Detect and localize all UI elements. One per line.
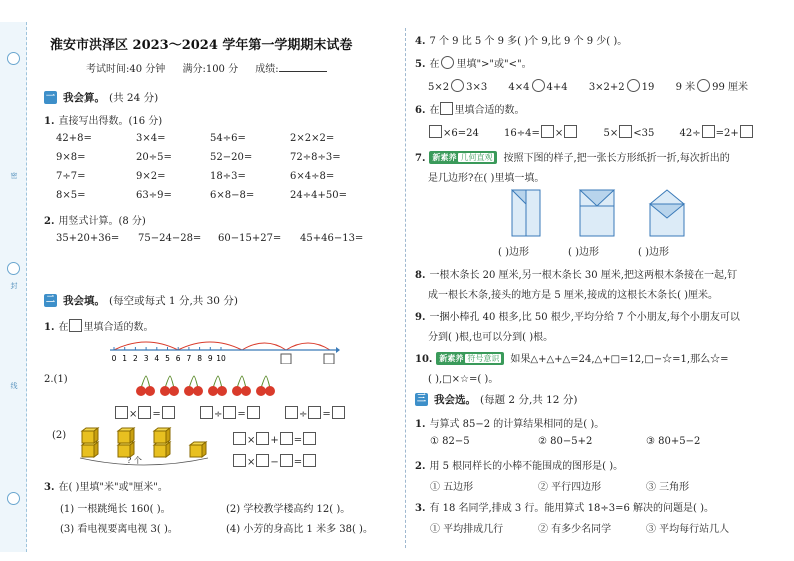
- answer-box[interactable]: [200, 406, 213, 419]
- calc-item: 24÷4+50=: [290, 190, 347, 201]
- binding-hole: [7, 492, 20, 505]
- compare-right: 99 厘米: [712, 82, 749, 93]
- q3-item: (3) 看电视要离电视 3( )。: [60, 524, 178, 535]
- answer-box[interactable]: [256, 432, 269, 445]
- question-number: 2.: [44, 216, 55, 227]
- fill-text: 42÷: [679, 128, 701, 139]
- choice-option[interactable]: ② 80−5+2: [538, 436, 593, 447]
- section-3-header: [415, 392, 577, 407]
- compare-left: 3×2+2: [588, 82, 625, 93]
- question-number: 7.: [415, 153, 426, 164]
- question-4: [415, 32, 627, 47]
- answer-circle-icon: [441, 56, 454, 69]
- choice-option[interactable]: ③ 80+5−2: [646, 436, 701, 447]
- tick-label: 2: [133, 354, 138, 363]
- compare-circle[interactable]: [532, 79, 545, 92]
- calc-item: 54÷6=: [210, 133, 246, 144]
- section-note: (每空或每式 1 分,共 30 分): [109, 295, 238, 307]
- cherries-illustration: [132, 374, 282, 398]
- section-title: 我会算。: [63, 92, 105, 104]
- question-9: [415, 308, 740, 323]
- section-title: 我会填。: [63, 295, 105, 307]
- question-number: 1.: [44, 322, 55, 333]
- question-1-1: [44, 112, 162, 127]
- cherry-icon: [232, 376, 251, 396]
- q3-item: (4) 小芳的身高比 1 米多 38( )。: [226, 524, 373, 535]
- question-number: 9.: [415, 312, 426, 323]
- question-2-2-label: 2.(1): [44, 374, 68, 385]
- arrow-icon: [336, 347, 340, 353]
- calc-item: 20÷5=: [136, 152, 172, 163]
- question-number: 5.: [415, 59, 426, 70]
- cherry-icon: [160, 376, 179, 396]
- cube-icon: [190, 442, 206, 457]
- jump-arc: [242, 343, 286, 350]
- tick-label: 9: [207, 354, 213, 363]
- answer-box[interactable]: [233, 432, 246, 445]
- calc-item: 52−20=: [210, 152, 253, 163]
- vertical-calc-item: 35+20+36=: [56, 233, 120, 244]
- binding-strip: [0, 22, 27, 552]
- question-10: [415, 350, 728, 365]
- question-text: 在: [429, 59, 440, 70]
- question-number: 1.: [415, 419, 426, 430]
- question-text: 7 个 9 比 5 个 9 多( )个 9,比 9 个 9 少( )。: [429, 36, 628, 47]
- column-divider: [405, 28, 406, 548]
- answer-box[interactable]: [162, 406, 175, 419]
- question-text: 按照下图的样子,把一张长方形纸折一折,每次折出的: [503, 153, 730, 164]
- question-text: 用竖式计算。(8 分): [58, 216, 146, 227]
- answer-box[interactable]: [256, 454, 269, 467]
- folding-paper-figures: [500, 188, 700, 240]
- question-7: [415, 149, 730, 164]
- choice-question-1: [415, 415, 604, 430]
- question-2-2-sub-label: (2): [52, 430, 67, 441]
- question-text: 如果△+△+△=24,△+□=12,□−☆=1,那么☆=: [510, 354, 729, 365]
- literacy-tag: 新素养 符号意识: [436, 352, 504, 365]
- compare-circle[interactable]: [627, 79, 640, 92]
- choice-option[interactable]: ② 平行四边形: [538, 482, 602, 493]
- answer-box[interactable]: [285, 406, 298, 419]
- calc-item: 7÷7=: [56, 171, 86, 182]
- score-blank[interactable]: [279, 61, 327, 72]
- cherry-equations: × = ÷ = ÷ =: [114, 406, 346, 420]
- side-label: 密: [10, 172, 18, 179]
- question-number: 4.: [415, 36, 426, 47]
- paper-figure-3: [650, 190, 684, 236]
- choice-option[interactable]: ③ 平均每行站几人: [646, 524, 730, 535]
- full-score: 满分:100 分: [182, 64, 239, 75]
- cube-icon: [118, 428, 134, 443]
- question-text: 在( )里填"米"或"厘米"。: [58, 482, 168, 493]
- side-label: 封: [10, 282, 18, 289]
- paper-figure-2: [580, 190, 614, 236]
- exam-time: 考试时间:40 分钟: [86, 64, 166, 75]
- question-6: [415, 101, 524, 116]
- shape-answer: ( )边形: [568, 247, 599, 258]
- number-line: [100, 330, 340, 364]
- tick-label: 10: [216, 354, 226, 363]
- fill-row: ×6=24 16÷4= × 5× <35 42÷ =2+: [428, 125, 754, 139]
- section-note: (共 24 分): [109, 92, 159, 104]
- question-7-line2: 是几边形?在( )里填一填。: [428, 173, 545, 184]
- tick-label: 6: [175, 354, 181, 363]
- question-8: [415, 266, 737, 281]
- question-number: 2.: [415, 461, 426, 472]
- choice-option[interactable]: ③ 三角形: [646, 482, 690, 493]
- compare-right: 3×3: [466, 82, 488, 93]
- question-8-line2: 成一根长木条,接头的地方是 5 厘米,接成的这根长木条长( )厘米。: [428, 290, 719, 301]
- calc-item: 8×5=: [56, 190, 86, 201]
- fill-text: 16÷4=: [504, 128, 540, 139]
- fill-text: 5×: [603, 128, 619, 139]
- answer-box[interactable]: [303, 454, 316, 467]
- cubes-illustration: [78, 424, 218, 470]
- answer-box[interactable]: [233, 454, 246, 467]
- cube-icon: [82, 442, 98, 457]
- tick-label: 5: [165, 354, 170, 363]
- tick-label: 7: [186, 354, 192, 363]
- answer-box[interactable]: [332, 406, 345, 419]
- unknown-count: ? 个: [127, 456, 142, 465]
- question-number: 3.: [44, 482, 55, 493]
- cherry-icon: [256, 376, 275, 396]
- tick-label: 8: [197, 354, 202, 363]
- brace: [80, 458, 208, 465]
- question-text: 有 18 名同学,排成 3 行。能用算式 18÷3=6 解决的问题是( )。: [429, 503, 714, 514]
- question-number: 6.: [415, 105, 426, 116]
- question-text: 里填">"或"<"。: [456, 59, 532, 70]
- answer-box[interactable]: [564, 125, 577, 138]
- compare-circle[interactable]: [451, 79, 464, 92]
- answer-box[interactable]: [281, 354, 291, 364]
- question-text: 里填合适的数。: [454, 105, 525, 116]
- cherry-icon: [136, 376, 155, 396]
- compare-left: 9 米: [675, 82, 696, 93]
- section-2-header: [44, 293, 238, 308]
- section-number: 三: [416, 394, 426, 404]
- question-text: 在: [58, 322, 69, 333]
- cherry-icon: [184, 376, 203, 396]
- tick-label: 1: [122, 354, 128, 363]
- cube-icon: [154, 442, 170, 457]
- binding-hole: [7, 262, 20, 275]
- choice-question-2: [415, 457, 623, 472]
- question-number: 3.: [415, 503, 426, 514]
- question-text: 直接写出得数。(16 分): [58, 116, 163, 127]
- score-label: 成绩:: [255, 64, 279, 75]
- jump-arc: [286, 343, 330, 350]
- cube-equations: × + = × − =: [232, 430, 317, 474]
- calc-item: 72÷8÷3=: [290, 152, 341, 163]
- calc-item: 6×8−8=: [210, 190, 255, 201]
- vertical-calc-item: 60−15+27=: [218, 233, 282, 244]
- question-text: 在: [429, 105, 440, 116]
- section-1-header: [44, 90, 158, 105]
- shape-answer: ( )边形: [498, 247, 529, 258]
- answer-box[interactable]: [280, 454, 293, 467]
- answer-box[interactable]: [303, 432, 316, 445]
- calc-item: 3×4=: [136, 133, 166, 144]
- answer-box[interactable]: [280, 432, 293, 445]
- choice-question-3: [415, 499, 714, 514]
- answer-box[interactable]: [429, 125, 442, 138]
- tick-label: 0: [111, 354, 117, 363]
- q3-item: (2) 学校教学楼高约 12( )。: [226, 504, 351, 515]
- question-5: [415, 55, 532, 70]
- calc-item: 42+8=: [56, 133, 92, 144]
- answer-box[interactable]: [138, 406, 151, 419]
- choice-option[interactable]: ① 平均排成几行: [430, 524, 504, 535]
- cube-icon: [82, 428, 98, 443]
- choice-option[interactable]: ② 有多少名同学: [538, 524, 612, 535]
- fill-text: =2+: [715, 128, 739, 139]
- answer-box[interactable]: [740, 125, 753, 138]
- question-1-2: [44, 212, 146, 227]
- cherry-icon: [208, 376, 227, 396]
- calc-item: 6×4÷8=: [290, 171, 335, 182]
- shape-answer: ( )边形: [638, 247, 669, 258]
- choice-option[interactable]: ① 五边形: [430, 482, 474, 493]
- question-2-3: [44, 478, 168, 493]
- calc-item: 2×2×2=: [290, 133, 335, 144]
- tick-label: 4: [154, 354, 160, 363]
- answer-box-icon: [69, 319, 82, 332]
- question-text: 与算式 85−2 的计算结果相同的是( )。: [429, 419, 605, 430]
- answer-box[interactable]: [115, 406, 128, 419]
- calc-item: 9×8=: [56, 152, 86, 163]
- answer-box-icon: [440, 102, 453, 115]
- question-text: 里填合适的数。: [83, 322, 154, 333]
- calc-item: 63÷9=: [136, 190, 172, 201]
- choice-option[interactable]: ① 82−5: [430, 436, 470, 447]
- answer-box[interactable]: [324, 354, 334, 364]
- compare-left: 5×2: [428, 82, 450, 93]
- compare-right: 4+4: [546, 82, 568, 93]
- question-text: 用 5 根同样长的小棒不能围成的图形是( )。: [429, 461, 624, 472]
- compare-right: 19: [641, 82, 655, 93]
- vertical-calc-item: 45+46−13=: [300, 233, 364, 244]
- answer-box[interactable]: [308, 406, 321, 419]
- answer-box[interactable]: [702, 125, 715, 138]
- question-9-line2: 分到( )根,也可以分到( )根。: [428, 332, 554, 343]
- answer-box[interactable]: [223, 406, 236, 419]
- calc-item: 18÷3=: [210, 171, 246, 182]
- fill-text: <35: [633, 128, 655, 139]
- question-number: 10.: [415, 354, 433, 365]
- page-title: 淮安市洪泽区 2023～2024 学年第一学期期末试卷: [50, 38, 353, 53]
- section-number: 二: [45, 295, 55, 305]
- compare-row: [428, 78, 748, 93]
- vertical-calc-item: 75−24−28=: [138, 233, 202, 244]
- tick-label: 3: [143, 354, 149, 363]
- section-title: 我会选。: [434, 394, 476, 406]
- question-number: 8.: [415, 270, 426, 281]
- cube-icon: [154, 428, 170, 443]
- fill-text: ×6=24: [443, 128, 479, 139]
- question-10-line2: ( ),□×☆=( )。: [428, 374, 499, 385]
- question-number: 1.: [44, 116, 55, 127]
- answer-box[interactable]: [247, 406, 260, 419]
- exam-info: [86, 60, 327, 75]
- answer-box[interactable]: [541, 125, 554, 138]
- compare-left: 4×4: [508, 82, 530, 93]
- section-number: 一: [45, 92, 55, 102]
- side-label: 线: [10, 382, 18, 389]
- calc-item: 9×2=: [136, 171, 166, 182]
- answer-box[interactable]: [619, 125, 632, 138]
- literacy-tag: 新素养 几何直观: [429, 151, 497, 164]
- q3-item: (1) 一根跳绳长 160( )。: [60, 504, 171, 515]
- question-text: 一捆小棒孔 40 根多,比 50 根少,平均分给 7 个小朋友,每个小朋友可以: [429, 312, 740, 323]
- compare-circle[interactable]: [697, 79, 710, 92]
- binding-hole: [7, 52, 20, 65]
- paper-figure-1: [512, 190, 540, 236]
- question-text: 一根木条长 20 厘米,另一根木条长 30 厘米,把这两根木条接在一起,钉: [429, 270, 738, 281]
- section-note: (每题 2 分,共 12 分): [480, 394, 578, 406]
